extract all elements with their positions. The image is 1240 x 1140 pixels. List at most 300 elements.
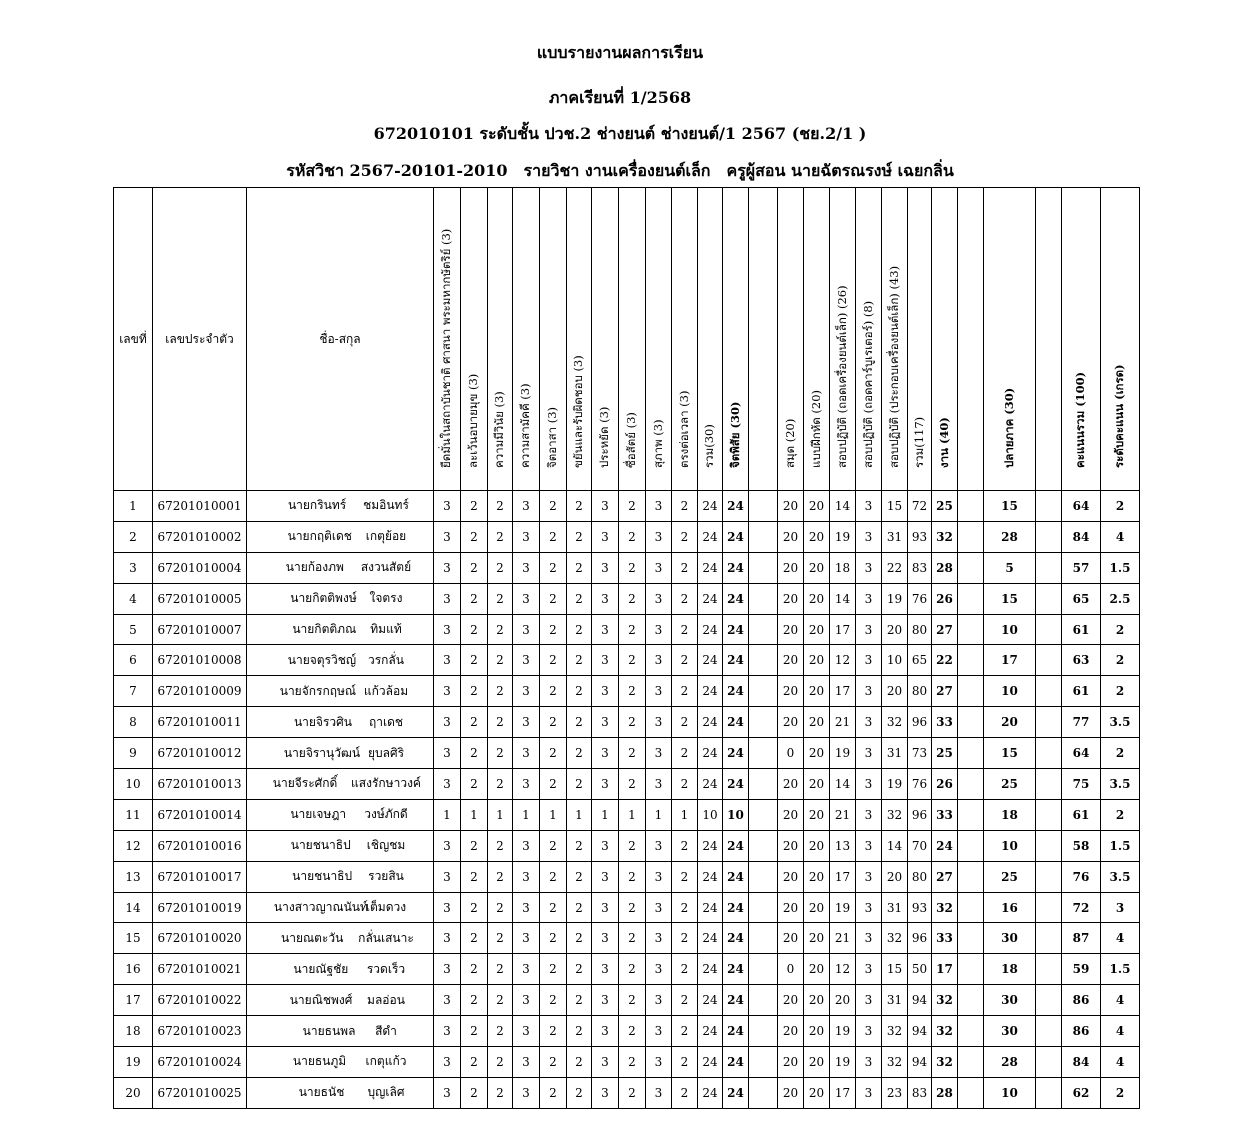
blank-cell — [1036, 892, 1062, 923]
attitude-score: 2 — [672, 645, 698, 676]
column-header-13 — [698, 188, 723, 491]
student-name — [247, 1047, 434, 1078]
student-id: 67201010012 — [153, 738, 247, 769]
attitude-score: 3 — [513, 707, 540, 738]
row-number: 4 — [114, 583, 153, 614]
table-row — [114, 1047, 1140, 1078]
blank-cell — [1036, 552, 1062, 583]
table-row — [114, 676, 1140, 707]
column-header-5 — [488, 188, 513, 491]
attitude-score: 2 — [619, 583, 646, 614]
attitude-score: 3 — [592, 614, 619, 645]
work-score: 20 — [804, 1016, 830, 1047]
work-score: 73 — [908, 738, 932, 769]
attitude-score: 3 — [513, 923, 540, 954]
work-score: 20 — [778, 923, 804, 954]
attitude-score: 2 — [461, 830, 488, 861]
grade: 2 — [1101, 799, 1140, 830]
attitude-score: 2 — [619, 923, 646, 954]
work-score: 3 — [856, 799, 882, 830]
last-name: รวดเร็ว — [366, 961, 406, 976]
column-header-19 — [856, 188, 882, 491]
attitude-score: 3 — [434, 861, 461, 892]
student-id: 67201010023 — [153, 1016, 247, 1047]
work-score: 21 — [830, 707, 856, 738]
attitude-score: 2 — [488, 738, 513, 769]
work-score: 19 — [882, 583, 908, 614]
blank-cell — [749, 738, 778, 769]
work-score: 93 — [908, 521, 932, 552]
blank-cell — [749, 1047, 778, 1078]
total-score: 64 — [1062, 738, 1101, 769]
attitude-total: 24 — [723, 491, 749, 522]
work-score: 3 — [856, 1077, 882, 1108]
work-total: 32 — [932, 1016, 958, 1047]
row-number: 19 — [114, 1047, 153, 1078]
attitude-score: 3 — [592, 583, 619, 614]
work-score: 20 — [882, 676, 908, 707]
work-score: 20 — [778, 1047, 804, 1078]
work-score: 20 — [778, 676, 804, 707]
attitude-score: 3 — [434, 923, 461, 954]
total-score: 84 — [1062, 1047, 1101, 1078]
column-header-2: ชื่อ-สกุล — [247, 188, 434, 491]
blank-cell — [1036, 985, 1062, 1016]
attitude-score: 1 — [540, 799, 567, 830]
attitude-score: 3 — [646, 552, 672, 583]
attitude-score: 3 — [646, 707, 672, 738]
row-number: 2 — [114, 521, 153, 552]
column-header-label: สอบปฏิบัติ (ประกอบเครื่องยนต์เล็ก) (43) — [886, 265, 901, 468]
attitude-score: 2 — [619, 954, 646, 985]
work-score: 14 — [830, 491, 856, 522]
work-total: 25 — [932, 491, 958, 522]
attitude-total: 24 — [723, 923, 749, 954]
attitude-score: 2 — [540, 769, 567, 800]
table-row — [114, 738, 1140, 769]
attitude-score: 3 — [434, 645, 461, 676]
work-score: 80 — [908, 614, 932, 645]
last-name: ยุบลศิริ — [367, 745, 405, 760]
table-row — [114, 799, 1140, 830]
column-header-14 — [723, 188, 749, 491]
grade: 4 — [1101, 521, 1140, 552]
blank-cell — [958, 985, 984, 1016]
work-score: 20 — [778, 861, 804, 892]
work-score: 76 — [908, 583, 932, 614]
attitude-score: 2 — [619, 1016, 646, 1047]
blank-cell — [749, 552, 778, 583]
column-header-24 — [984, 188, 1036, 491]
column-header-label: จิตพิสัย (30) — [727, 401, 742, 468]
blank-cell — [1036, 707, 1062, 738]
attitude-total: 24 — [723, 769, 749, 800]
column-header-1: เลขประจำตัว — [153, 188, 247, 491]
student-name — [247, 707, 434, 738]
student-name — [247, 830, 434, 861]
blank-cell — [1036, 491, 1062, 522]
attitude-score: 24 — [698, 923, 723, 954]
attitude-score: 2 — [461, 954, 488, 985]
blank-cell — [1036, 923, 1062, 954]
student-name — [247, 676, 434, 707]
column-header-21 — [908, 188, 932, 491]
table-row — [114, 923, 1140, 954]
attitude-score: 2 — [540, 614, 567, 645]
work-score: 3 — [856, 985, 882, 1016]
attitude-score: 2 — [488, 521, 513, 552]
total-score: 59 — [1062, 954, 1101, 985]
work-total: 32 — [932, 1047, 958, 1078]
grade: 2 — [1101, 614, 1140, 645]
work-score: 20 — [804, 738, 830, 769]
student-name — [247, 614, 434, 645]
work-score: 80 — [908, 861, 932, 892]
attitude-score: 2 — [619, 552, 646, 583]
work-score: 32 — [882, 923, 908, 954]
attitude-score: 2 — [540, 1047, 567, 1078]
final-exam-score: 30 — [984, 985, 1036, 1016]
attitude-score: 2 — [619, 861, 646, 892]
first-name: นายกิตติภณ — [292, 622, 357, 636]
first-name: นายณิชพงศ์ — [289, 992, 353, 1007]
first-name: นายธนพล — [302, 1023, 356, 1038]
work-total: 28 — [932, 1077, 958, 1108]
blank-cell — [958, 521, 984, 552]
column-header-label: สมุด (20) — [782, 418, 797, 468]
table-row — [114, 1077, 1140, 1108]
blank-cell — [749, 491, 778, 522]
final-exam-score: 10 — [984, 830, 1036, 861]
work-score: 20 — [804, 1047, 830, 1078]
row-number: 17 — [114, 985, 153, 1016]
column-header-17 — [804, 188, 830, 491]
attitude-score: 2 — [619, 769, 646, 800]
student-id: 67201010025 — [153, 1077, 247, 1108]
column-header-label: ระดับคะแนน (เกรด) — [1112, 364, 1126, 468]
work-score: 20 — [778, 1016, 804, 1047]
total-score: 63 — [1062, 645, 1101, 676]
final-exam-score: 30 — [984, 1016, 1036, 1047]
work-score: 10 — [882, 645, 908, 676]
first-name: นายธนภูมิ — [292, 1054, 347, 1069]
total-score: 58 — [1062, 830, 1101, 861]
column-header-label: สุภาพ (3) — [650, 419, 665, 468]
work-score: 20 — [778, 614, 804, 645]
work-score: 17 — [830, 861, 856, 892]
attitude-total: 24 — [723, 1077, 749, 1108]
work-total: 27 — [932, 614, 958, 645]
last-name: สงวนสัตย์ — [360, 560, 412, 575]
attitude-score: 2 — [567, 1016, 592, 1047]
final-exam-score: 18 — [984, 954, 1036, 985]
attitude-score: 3 — [513, 892, 540, 923]
last-name: กลั่นเสนาะ — [358, 930, 414, 945]
row-number: 15 — [114, 923, 153, 954]
work-score: 3 — [856, 645, 882, 676]
work-score: 94 — [908, 985, 932, 1016]
work-score: 20 — [778, 769, 804, 800]
first-name: นายจิรานุวัฒน์ — [283, 745, 361, 760]
attitude-score: 2 — [488, 676, 513, 707]
work-score: 94 — [908, 1016, 932, 1047]
attitude-score: 2 — [488, 1077, 513, 1108]
attitude-score: 3 — [513, 614, 540, 645]
work-score: 3 — [856, 1047, 882, 1078]
attitude-score: 3 — [513, 645, 540, 676]
attitude-score: 2 — [619, 1047, 646, 1078]
attitude-score: 2 — [567, 861, 592, 892]
table-row — [114, 614, 1140, 645]
student-name — [247, 923, 434, 954]
attitude-score: 2 — [567, 552, 592, 583]
work-score: 20 — [778, 645, 804, 676]
attitude-score: 2 — [619, 892, 646, 923]
last-name: ชมอินทร์ — [363, 498, 409, 513]
column-header-label: ตรงต่อเวลา (3) — [676, 390, 691, 468]
work-score: 20 — [778, 799, 804, 830]
work-score: 20 — [804, 707, 830, 738]
last-name: เชิญชม — [366, 838, 406, 853]
attitude-score: 3 — [592, 738, 619, 769]
column-header-label: ประหยัด (3) — [597, 406, 611, 468]
work-score: 22 — [882, 552, 908, 583]
attitude-score: 2 — [540, 676, 567, 707]
attitude-score: 24 — [698, 985, 723, 1016]
attitude-score: 2 — [619, 830, 646, 861]
total-score: 84 — [1062, 521, 1101, 552]
student-id: 67201010017 — [153, 861, 247, 892]
attitude-score: 2 — [672, 521, 698, 552]
attitude-score: 3 — [513, 985, 540, 1016]
work-score: 17 — [830, 676, 856, 707]
row-number: 12 — [114, 830, 153, 861]
attitude-score: 2 — [672, 1077, 698, 1108]
first-name: นายกรินทร์ — [287, 498, 347, 513]
attitude-score: 3 — [513, 861, 540, 892]
blank-cell — [1036, 583, 1062, 614]
attitude-score: 2 — [567, 1047, 592, 1078]
attitude-score: 3 — [513, 491, 540, 522]
attitude-score: 3 — [434, 676, 461, 707]
attitude-score: 2 — [488, 1047, 513, 1078]
work-score: 3 — [856, 552, 882, 583]
work-score: 3 — [856, 954, 882, 985]
student-name — [247, 892, 434, 923]
work-total: 33 — [932, 923, 958, 954]
grade: 3.5 — [1101, 861, 1140, 892]
student-id: 67201010001 — [153, 491, 247, 522]
blank-cell — [958, 491, 984, 522]
row-number: 9 — [114, 738, 153, 769]
attitude-score: 2 — [672, 985, 698, 1016]
attitude-score: 3 — [513, 769, 540, 800]
attitude-score: 2 — [567, 985, 592, 1016]
attitude-score: 2 — [461, 552, 488, 583]
last-name: แสงรักษาวงค์ — [351, 776, 421, 791]
work-score: 96 — [908, 923, 932, 954]
first-name: นายจีระศักดิ์ — [272, 776, 338, 791]
attitude-score: 2 — [461, 491, 488, 522]
work-score: 20 — [778, 521, 804, 552]
blank-cell — [958, 892, 984, 923]
attitude-total: 24 — [723, 738, 749, 769]
attitude-score: 3 — [646, 1047, 672, 1078]
work-score: 0 — [778, 954, 804, 985]
attitude-score: 2 — [619, 614, 646, 645]
attitude-score: 1 — [619, 799, 646, 830]
attitude-score: 3 — [592, 985, 619, 1016]
column-header-23 — [958, 188, 984, 491]
blank-cell — [749, 892, 778, 923]
final-exam-score: 15 — [984, 738, 1036, 769]
attitude-score: 3 — [434, 1077, 461, 1108]
first-name: นายจตุรวิชญ์ — [287, 652, 357, 667]
row-number: 10 — [114, 769, 153, 800]
attitude-score: 1 — [672, 799, 698, 830]
attitude-score: 2 — [567, 738, 592, 769]
work-score: 31 — [882, 738, 908, 769]
blank-cell — [1036, 1077, 1062, 1108]
attitude-score: 3 — [646, 1077, 672, 1108]
attitude-score: 2 — [672, 769, 698, 800]
attitude-total: 10 — [723, 799, 749, 830]
attitude-total: 24 — [723, 892, 749, 923]
attitude-total: 24 — [723, 830, 749, 861]
work-score: 3 — [856, 923, 882, 954]
work-score: 20 — [804, 892, 830, 923]
blank-cell — [1036, 645, 1062, 676]
final-exam-score: 25 — [984, 769, 1036, 800]
attitude-total: 24 — [723, 707, 749, 738]
final-exam-score: 5 — [984, 552, 1036, 583]
attitude-score: 3 — [513, 1047, 540, 1078]
attitude-score: 2 — [567, 491, 592, 522]
attitude-score: 3 — [434, 552, 461, 583]
column-header-12 — [672, 188, 698, 491]
attitude-score: 24 — [698, 676, 723, 707]
total-score: 62 — [1062, 1077, 1101, 1108]
attitude-score: 2 — [540, 954, 567, 985]
attitude-score: 24 — [698, 491, 723, 522]
total-score: 61 — [1062, 676, 1101, 707]
attitude-score: 3 — [592, 769, 619, 800]
blank-cell — [749, 1077, 778, 1108]
work-total: 33 — [932, 707, 958, 738]
student-id: 67201010011 — [153, 707, 247, 738]
attitude-score: 2 — [672, 738, 698, 769]
last-name: วงษ์ภักดี — [364, 807, 408, 822]
column-header-label: รวม(117) — [911, 416, 926, 468]
attitude-score: 2 — [567, 614, 592, 645]
attitude-total: 24 — [723, 583, 749, 614]
attitude-score: 3 — [646, 1016, 672, 1047]
attitude-score: 2 — [461, 583, 488, 614]
attitude-score: 24 — [698, 707, 723, 738]
attitude-score: 1 — [567, 799, 592, 830]
attitude-score: 24 — [698, 1077, 723, 1108]
attitude-score: 24 — [698, 861, 723, 892]
work-score: 19 — [882, 769, 908, 800]
final-exam-score: 10 — [984, 614, 1036, 645]
first-name: นายจิรวศิน — [293, 714, 352, 729]
attitude-score: 2 — [567, 707, 592, 738]
work-score: 23 — [882, 1077, 908, 1108]
student-id: 67201010022 — [153, 985, 247, 1016]
attitude-score: 3 — [592, 861, 619, 892]
grade: 2 — [1101, 1077, 1140, 1108]
first-name: นางสาวญาณนันท์ — [273, 900, 368, 915]
work-score: 20 — [804, 491, 830, 522]
work-score: 21 — [830, 923, 856, 954]
attitude-score: 2 — [540, 861, 567, 892]
blank-cell — [749, 1016, 778, 1047]
row-number: 14 — [114, 892, 153, 923]
attitude-score: 3 — [434, 954, 461, 985]
student-id: 67201010020 — [153, 923, 247, 954]
attitude-score: 2 — [540, 1077, 567, 1108]
attitude-score: 2 — [540, 583, 567, 614]
work-score: 20 — [804, 583, 830, 614]
table-row — [114, 985, 1140, 1016]
attitude-score: 2 — [461, 707, 488, 738]
attitude-score: 3 — [592, 954, 619, 985]
attitude-score: 3 — [434, 738, 461, 769]
work-score: 32 — [882, 1016, 908, 1047]
attitude-score: 1 — [488, 799, 513, 830]
grade: 1.5 — [1101, 830, 1140, 861]
student-name — [247, 738, 434, 769]
student-name — [247, 521, 434, 552]
last-name: วรกลั่น — [367, 652, 404, 667]
work-total: 25 — [932, 738, 958, 769]
attitude-score: 2 — [461, 1047, 488, 1078]
student-name — [247, 985, 434, 1016]
grade: 2 — [1101, 738, 1140, 769]
work-score: 12 — [830, 954, 856, 985]
student-id: 67201010004 — [153, 552, 247, 583]
last-name: สีดำ — [375, 1023, 397, 1038]
blank-cell — [749, 614, 778, 645]
attitude-score: 2 — [488, 707, 513, 738]
work-score: 3 — [856, 861, 882, 892]
attitude-score: 2 — [461, 985, 488, 1016]
attitude-score: 24 — [698, 954, 723, 985]
work-score: 21 — [830, 799, 856, 830]
row-number: 7 — [114, 676, 153, 707]
attitude-score: 3 — [592, 707, 619, 738]
work-score: 3 — [856, 614, 882, 645]
student-id: 67201010009 — [153, 676, 247, 707]
student-rows — [114, 491, 1140, 1109]
attitude-score: 2 — [488, 614, 513, 645]
work-score: 96 — [908, 707, 932, 738]
grade: 4 — [1101, 923, 1140, 954]
attitude-score: 2 — [619, 985, 646, 1016]
last-name: เกตุย้อย — [365, 529, 407, 544]
student-name — [247, 769, 434, 800]
final-exam-score: 15 — [984, 583, 1036, 614]
attitude-score: 2 — [567, 954, 592, 985]
grade-table — [113, 187, 1140, 1109]
subject-info — [0, 159, 1240, 184]
work-score: 19 — [830, 1016, 856, 1047]
column-header-label: ความมีวินัย (3) — [492, 391, 506, 468]
work-score: 17 — [830, 1077, 856, 1108]
work-score: 3 — [856, 738, 882, 769]
subject-name: รายวิชา งานเครื่องยนต์เล็ก — [523, 161, 711, 180]
work-score: 15 — [882, 491, 908, 522]
